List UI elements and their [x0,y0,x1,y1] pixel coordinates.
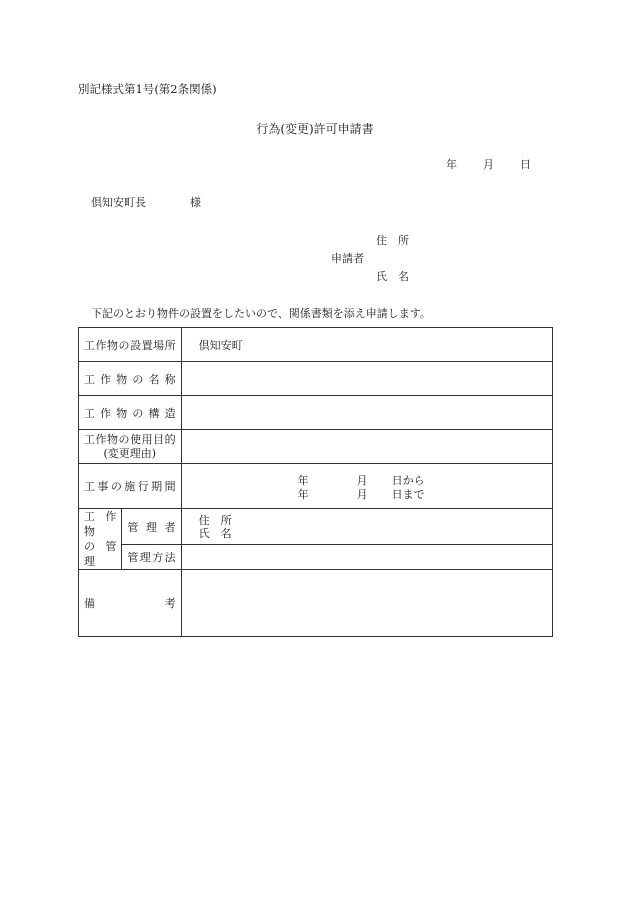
period-label: 工事の施行期間 [84,480,176,493]
manager-name-label: 氏 名 [198,526,232,540]
period-to-month: 月 [356,488,368,501]
period-to-day: 日まで [391,488,425,501]
method-label: 管理方法 [127,551,176,565]
row-period [79,464,553,509]
period-from-month: 月 [356,474,368,487]
manager-value[interactable] [181,509,552,545]
application-table [78,327,553,637]
date-month: 月 [483,158,494,171]
structure-value[interactable] [181,396,552,430]
manager-address-label: 住 所 [198,513,232,527]
applicant-label: 申請者 [331,252,364,265]
purpose-label: 工作物の使用目的 [84,432,176,446]
row-location [79,328,553,362]
period-from-year: 年 [297,474,309,487]
row-purpose [79,430,553,464]
period-from-day: 日から [391,474,425,487]
period-value[interactable] [181,464,552,509]
applicant-address-label: 住 所 [376,234,409,247]
date-year: 年 [446,158,457,171]
purpose-sub-label: (変更理由) [103,446,157,460]
purpose-value[interactable] [181,430,552,464]
row-method [79,545,553,570]
remarks-value[interactable] [181,570,552,637]
applicant-name-label: 氏 名 [376,270,409,283]
addressee [91,194,201,210]
addressee-honorific: 様 [190,196,201,209]
structure-name-value[interactable] [181,362,552,396]
period-to-year: 年 [297,488,309,501]
form-number: 別記様式第1号(第2条関係) [78,82,217,96]
row-name [79,362,553,396]
document-title: 行為(変更)許可申請書 [256,122,374,136]
row-structure [79,396,553,430]
intro-text: 下記のとおり物件の設置をしたいので、関係書類を添え申請します。 [91,307,431,320]
management-label: 工作物 の管理 [79,509,122,570]
row-remarks [79,570,553,637]
date-line [446,156,531,172]
location-label: 工作物の設置場所 [84,338,176,352]
structure-label: 工作物の構造 [84,406,176,420]
method-value[interactable] [181,545,552,570]
structure-name-label: 工作物の名称 [84,372,176,386]
addressee-name: 倶知安町長 [91,196,146,209]
row-manager [79,509,553,545]
location-value[interactable]: 倶知安町 [181,328,552,362]
manager-label: 管理者 [127,520,176,534]
date-day: 日 [520,158,531,171]
remarks-label: 備 考 [79,570,182,637]
